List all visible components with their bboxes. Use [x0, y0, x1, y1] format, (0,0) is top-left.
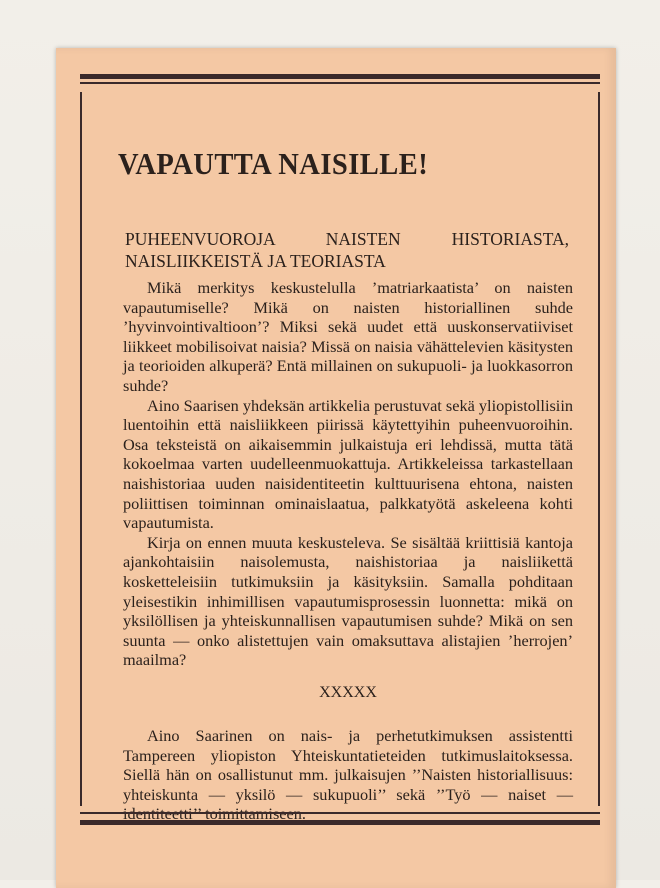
bottom-rule-thin: [80, 812, 600, 814]
book-title: VAPAUTTA NAISILLE!: [118, 146, 429, 181]
bottom-rule-thick: [80, 820, 600, 825]
blurb-paragraph-1: Mikä merkitys keskustelulla ’matriarkaatista’ on naisten vapautumiselle? Mikä on naisten historiallinen suhde ’hyvinvointivaltioon’? Miksi sekä uudet että uuskonservatiiviset liikkeet mobilisoivat naisia? Missä on naisia vähättelevien käsitysten ja teorioiden alkuperä? Entä millainen on sukupuoli- ja luokkasorron suhde?: [123, 278, 573, 395]
blurb-paragraph-2: Aino Saarisen yhdeksän artikkelia perustuvat sekä yliopistollisiin luentoihin että naisliikkeen piirissä käytettyihin puheenvuoroihin. Osa teksteistä on aikaisemmin julkaistuja eri lehdissä, mutta tätä kokoelmaa varten uudelleenmuokattuja. Artikkeleissa tarkastellaan naishistoriaa uuden naisidentiteetin kulttuurisena ehtona, naisten poliittisen toiminnan ominaislaatua, palkkatyötä askeleena kohti vapautumista.: [123, 395, 573, 533]
author-note-text: Aino Saarinen on nais- ja perhetutkimuksen assistentti Tampereen yliopiston Yhteiskuntatieteiden tutkimuslaitoksessa. Siellä hän on osallistunut mm. julkaisujen ’’Naisten historiallisuus: yhteiskunta — yksilö — sukupuoli’’ sekä ’’Työ — naiset —: [123, 726, 573, 804]
blurb: [123, 278, 573, 804]
blurb-paragraph-3: Kirja on ennen muuta keskusteleva. Se sisältää kriittisiä kantoja ajankohtaisiin naisolemusta, naishistoriaa ja naisliikettä kosketteleisiin tutkimuksiin ja käsityksiin. Samalla pohditaan yleisestikin inhimillisen vapautumisprosessin luonnetta: mikä on yksilöllisen ja yhteiskunnallisen vapautumisen suhde? Mikä on sen suunta — onko alistettujen vain omaksuttava alistajien ’herrojen’ maailma?: [123, 532, 573, 670]
author-note: [123, 726, 573, 824]
book-subtitle: PUHEENVUOROJA NAISTEN HISTORIASTA, NAISLIIKKEISTÄ JA TEORIASTA: [125, 229, 569, 271]
top-rule-thick: [80, 74, 600, 79]
book-back-cover: [56, 48, 616, 888]
top-rule-thin: [80, 82, 600, 84]
section-separator: XXXXX: [319, 684, 377, 701]
